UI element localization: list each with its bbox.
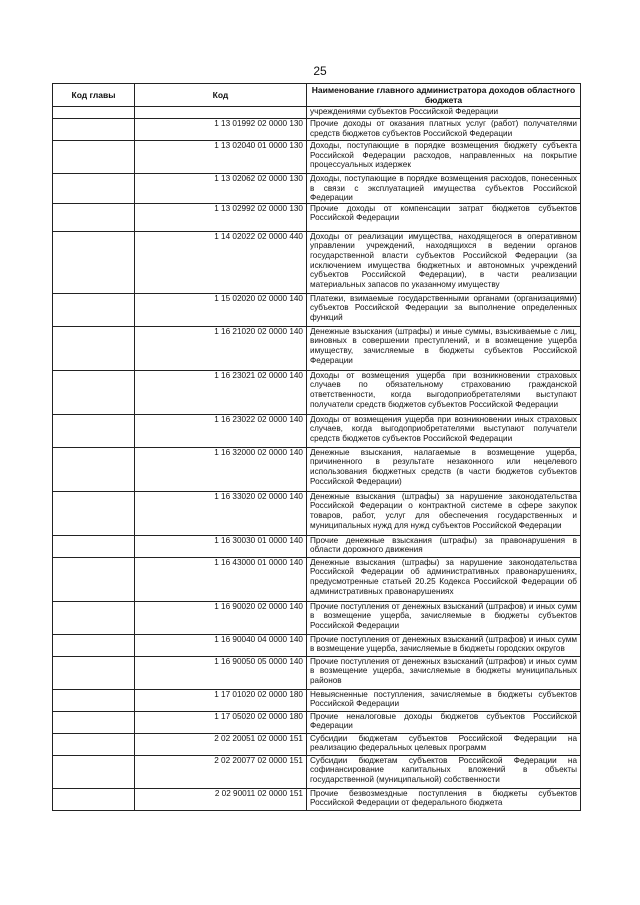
table-row [53, 231, 581, 293]
cell-chapter-code [53, 174, 135, 204]
cell-code: 1 16 21020 02 0000 140 [135, 326, 307, 370]
cell-description: Прочие денежные взыскания (штрафы) за правонарушения в области дорожного движения [307, 535, 581, 557]
cell-chapter-code [53, 535, 135, 557]
cell-description: Невыясненные поступления, зачисляемые в бюджеты субъектов Российской Федерации [307, 689, 581, 711]
cell-code: 1 16 90020 02 0000 140 [135, 601, 307, 634]
cell-description: Прочие доходы от оказания платных услуг (работ) получателями средств бюджетов субъектов Российской Федерации [307, 119, 581, 141]
table-row [53, 557, 581, 601]
revenue-administrators-table [52, 83, 581, 811]
cell-chapter-code [53, 733, 135, 755]
table-row [53, 656, 581, 689]
cell-chapter-code [53, 656, 135, 689]
table-row [53, 755, 581, 788]
table-row [53, 634, 581, 656]
table-header-row [53, 84, 581, 107]
cell-description: Доходы от возмещения ущерба при возникновении страховых случаев по обязательному страхованию гражданской ответственности, когда выгодоприобретателями выступают получатели средств бюджетов субъектов Российской Федерации [307, 370, 581, 414]
cell-chapter-code [53, 326, 135, 370]
cell-chapter-code [53, 711, 135, 733]
cell-code: 1 16 23022 02 0000 140 [135, 414, 307, 447]
cell-chapter-code [53, 293, 135, 326]
cell-chapter-code [53, 447, 135, 491]
cell-code: 1 17 01020 02 0000 180 [135, 689, 307, 711]
cell-code: 1 15 02020 02 0000 140 [135, 293, 307, 326]
cell-code: 2 02 90011 02 0000 151 [135, 788, 307, 810]
cell-description: учреждениями субъектов Российской Федерации [307, 107, 581, 119]
cell-code: 1 13 02040 01 0000 130 [135, 141, 307, 174]
cell-description: Денежные взыскания (штрафы) за нарушение законодательства Российской Федерации о контрактной системе в сфере закупок товаров, работ, услуг для обеспечения государственных и муниципальных нужд для нужд субъектов Российской Федерации [307, 491, 581, 535]
cell-chapter-code [53, 231, 135, 293]
table-row [53, 491, 581, 535]
cell-description: Субсидии бюджетам субъектов Российской Федерации на реализацию федеральных целевых программ [307, 733, 581, 755]
header-name: Наименование главного администратора доходов областного бюджета [307, 84, 581, 107]
table-row [53, 601, 581, 634]
cell-code [135, 107, 307, 119]
cell-description: Денежные взыскания (штрафы) и иные суммы, взыскиваемые с лиц, виновных в совершении преступлений, и в возмещение ущерба имуществу, зачисляемые в бюджеты субъектов Российской Федерации [307, 326, 581, 370]
cell-chapter-code [53, 634, 135, 656]
cell-code: 2 02 20051 02 0000 151 [135, 733, 307, 755]
cell-chapter-code [53, 414, 135, 447]
table-row [53, 414, 581, 447]
cell-code: 1 16 33020 02 0000 140 [135, 491, 307, 535]
cell-chapter-code [53, 689, 135, 711]
cell-chapter-code [53, 788, 135, 810]
cell-chapter-code [53, 141, 135, 174]
cell-description: Денежные взыскания, налагаемые в возмещение ущерба, причиненного в результате незаконного или нецелевого использования бюджетных средств (в части бюджетов субъектов Российской Федерации) [307, 447, 581, 491]
cell-chapter-code [53, 557, 135, 601]
table-row [53, 689, 581, 711]
cell-code: 1 13 02062 02 0000 130 [135, 174, 307, 204]
cell-code: 2 02 20077 02 0000 151 [135, 755, 307, 788]
cell-description: Прочие безвозмездные поступления в бюджеты субъектов Российской Федерации от федерального бюджета [307, 788, 581, 810]
cell-code: 1 13 01992 02 0000 130 [135, 119, 307, 141]
table-row [53, 293, 581, 326]
table-row [53, 788, 581, 810]
header-chapter-code: Код главы [53, 84, 135, 107]
cell-description: Прочие поступления от денежных взысканий (штрафов) и иных сумм в возмещение ущерба, зачисляемые в бюджеты городских округов [307, 634, 581, 656]
cell-description: Платежи, взимаемые государственными органами (организациями) субъектов Российской Федерации за выполнение определенных функций [307, 293, 581, 326]
table-row [53, 203, 581, 231]
table-row [53, 326, 581, 370]
cell-description: Прочие поступления от денежных взысканий (штрафов) и иных сумм в возмещение ущерба, зачисляемые в бюджеты субъектов Российской Федерации [307, 601, 581, 634]
cell-chapter-code [53, 755, 135, 788]
cell-chapter-code [53, 107, 135, 119]
table-row [53, 119, 581, 141]
table-row [53, 733, 581, 755]
cell-description: Доходы от возмещения ущерба при возникновении иных страховых случаев, когда выгодоприобретателями выступают получатели средств бюджетов субъектов Российской Федерации [307, 414, 581, 447]
page-number: 25 [313, 64, 327, 78]
header-code: Код [135, 84, 307, 107]
cell-chapter-code [53, 601, 135, 634]
cell-code: 1 16 90040 04 0000 140 [135, 634, 307, 656]
table-row [53, 535, 581, 557]
cell-code: 1 17 05020 02 0000 180 [135, 711, 307, 733]
cell-chapter-code [53, 119, 135, 141]
cell-chapter-code [53, 203, 135, 231]
table-row [53, 174, 581, 204]
cell-chapter-code [53, 491, 135, 535]
cell-code: 1 14 02022 02 0000 440 [135, 231, 307, 293]
table-row [53, 107, 581, 119]
table-row [53, 141, 581, 174]
cell-chapter-code [53, 370, 135, 414]
cell-description: Доходы от реализации имущества, находящегося в оперативном управлении учреждений, находящихся в ведении органов государственной власти субъектов Российской Федерации (за исключением имущества бюджетных и автономных учреждений субъектов Российской Федерации), в части реализации материальных запасов по указанному имуществу [307, 231, 581, 293]
cell-code: 1 13 02992 02 0000 130 [135, 203, 307, 231]
cell-description: Доходы, поступающие в порядке возмещения расходов, понесенных в связи с эксплуатацией имущества субъектов Российской Федерации [307, 174, 581, 204]
cell-code: 1 16 30030 01 0000 140 [135, 535, 307, 557]
cell-description: Доходы, поступающие в порядке возмещения бюджету субъекта Российской Федерации расходов, направленных на покрытие процессуальных издержек [307, 141, 581, 174]
cell-description: Прочие неналоговые доходы бюджетов субъектов Российской Федерации [307, 711, 581, 733]
table-row [53, 370, 581, 414]
table-row [53, 711, 581, 733]
cell-description: Прочие поступления от денежных взысканий (штрафов) и иных сумм в возмещение ущерба, зачисляемые в бюджеты муниципальных районов [307, 656, 581, 689]
cell-code: 1 16 32000 02 0000 140 [135, 447, 307, 491]
cell-code: 1 16 23021 02 0000 140 [135, 370, 307, 414]
cell-code: 1 16 90050 05 0000 140 [135, 656, 307, 689]
cell-description: Прочие доходы от компенсации затрат бюджетов субъектов Российской Федерации [307, 203, 581, 231]
table-row [53, 447, 581, 491]
cell-description: Денежные взыскания (штрафы) за нарушение законодательства Российской Федерации об административных правонарушениях, предусмотренные статьей 20.25 Кодекса Российской Федерации об административных правонарушениях [307, 557, 581, 601]
table-body [53, 107, 581, 811]
cell-code: 1 16 43000 01 0000 140 [135, 557, 307, 601]
cell-description: Субсидии бюджетам субъектов Российской Федерации на софинансирование капитальных вложений в объекты государственной (муниципальной) собственности [307, 755, 581, 788]
